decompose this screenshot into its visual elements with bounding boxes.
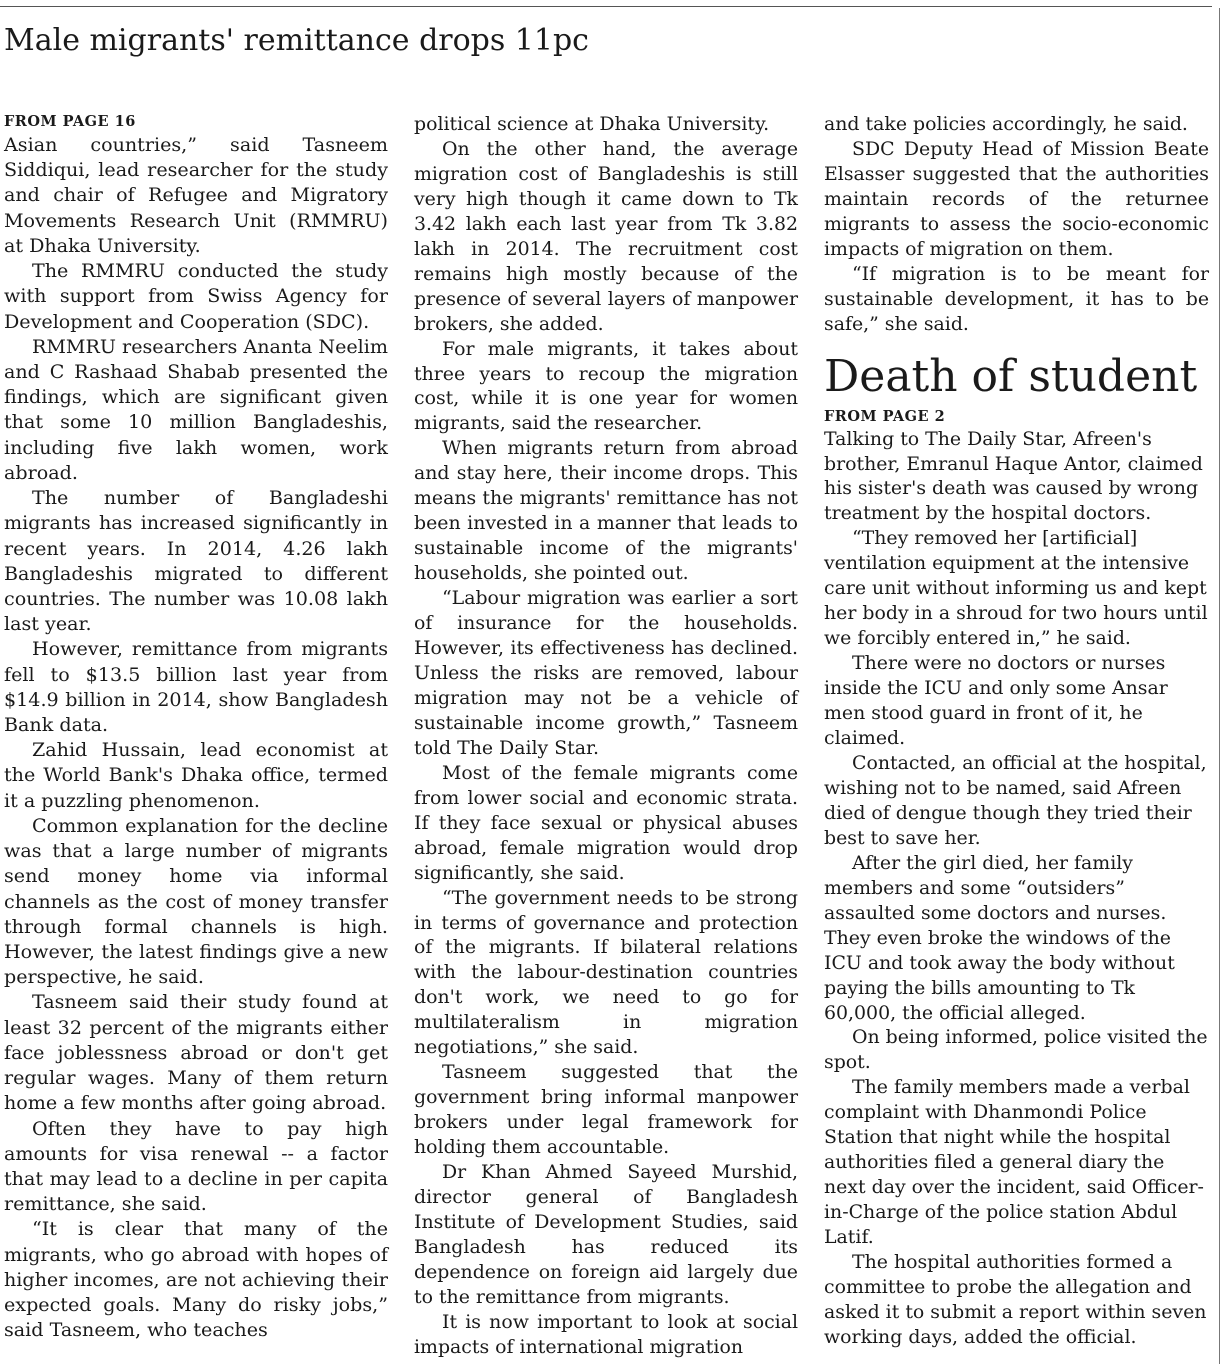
paragraph: The hospital authorities formed a committee to probe the allegation and asked it to submit a report within seven working days, added the official. xyxy=(824,1251,1207,1348)
paragraph: Most of the female migrants come from lower social and economic strata. If they face sexual or physical abuses abroad, female migration would drop significantly, she said. xyxy=(414,761,798,884)
paragraph: However, remittance from migrants fell to $13.5 billion last year from $14.9 billion in 2014, show Bangladesh Bank data. xyxy=(4,637,388,737)
top-rule xyxy=(0,6,1212,7)
paragraph: For male migrants, it takes about three years to recoup the migration cost, while it is one year for women migrants, said the researcher. xyxy=(414,337,798,435)
story2-headline: Death of student xyxy=(824,350,1198,402)
paragraph: Contacted, an official at the hospital, wishing not to be named, said Afreen died of dengue though they tried their best to save her. xyxy=(824,751,1207,849)
paragraph: Common explanation for the decline was that a large number of migrants send money home via informal channels as the cost of money transfer through formal channels is high. However, the latest findings give a new perspective, he said. xyxy=(4,813,388,989)
paragraph: political science at Dhaka University. xyxy=(414,113,770,135)
paragraph: On the other hand, the average migration cost of Bangladeshis is still very high though it came down to Tk 3.42 lakh each last year from Tk 3.82 lakh in 2014. The recruitment cost remains high mostly because of the presence of several layers of manpower brokers, she added. xyxy=(414,137,798,335)
story2-from-page-label: FROM PAGE 2 xyxy=(824,407,946,425)
paragraph: Talking to The Daily Star, Afreen's brother, Emranul Haque Antor, claimed his sister's death was caused by wrong treatment by the hospital doctors. xyxy=(824,427,1203,525)
paragraph: There were no doctors or nurses inside the ICU and only some Ansar men stood guard in front of it, he claimed. xyxy=(824,652,1168,750)
paragraph: The number of Bangladeshi migrants has increased significantly in recent years. In 2014, 4.26 lakh Bangladeshis migrated to different countries. The number was 10.08 lakh last year. xyxy=(4,486,388,636)
paragraph: It is now important to look at social impacts of international migration xyxy=(414,1310,798,1358)
paragraph: Dr Khan Ahmed Sayeed Murshid, director general of Bangladesh Institute of Development Studies, said Bangladesh has reduced its dependence on foreign aid largely due to the remittance from migrants. xyxy=(414,1161,798,1308)
paragraph: “If migration is to be meant for sustainable development, it has to be safe,” she said. xyxy=(824,262,1209,335)
paragraph: On being informed, police visited the spot. xyxy=(824,1026,1208,1074)
paragraph: Tasneem suggested that the government bring informal manpower brokers under legal framework for holding them accountable. xyxy=(414,1061,798,1159)
paragraph: and take policies accordingly, he said. xyxy=(824,113,1188,135)
column-1 xyxy=(4,112,388,1343)
paragraph: SDC Deputy Head of Mission Beate Elsasser suggested that the authorities maintain records of the returnee migrants to assess the socio-economic impacts of migration on them. xyxy=(824,137,1209,260)
paragraph: Tasneem said their study found at least 32 percent of the migrants either face joblessness abroad or don't get regular wages. Many of them return home a few months after going abroad. xyxy=(4,990,388,1115)
paragraph: “Labour migration was earlier a sort of insurance for the households. However, its effectiveness has declined. Unless the risks are removed, labour migration may not be a vehicle of sustainable income growth,” Tasneem told The Daily Star. xyxy=(414,587,798,759)
column-3 xyxy=(824,112,1209,1350)
paragraph: “The government needs to be strong in terms of governance and protection of the migrants. If bilateral relations with the labour-destination countries don't work, we need to go for multilateralism in migration negotiations,” she said. xyxy=(414,886,798,1059)
paragraph: After the girl died, her family members and some “outsiders” assaulted some doctors and nurses. They even broke the windows of the ICU and took away the body without paying the bills amounting to Tk 60,000, the official alleged. xyxy=(824,851,1175,1024)
from-page-label: FROM PAGE 16 xyxy=(4,113,136,130)
paragraph: Asian countries,” said Tasneem Siddiqui, lead researcher for the study and chair of Refugee and Migratory Movements Research Unit (RMMRU) at Dhaka University. xyxy=(4,133,388,257)
right-border xyxy=(1219,8,1220,1364)
column-2 xyxy=(414,112,798,1360)
paragraph: “It is clear that many of the migrants, who go abroad with hopes of higher incomes, are not achieving their expected goals. Many do risky jobs,” said Tasneem, who teaches xyxy=(4,1217,388,1342)
paragraph: The RMMRU conducted the study with support from Swiss Agency for Development and Cooperation (SDC). xyxy=(4,259,388,333)
story-death-of-student xyxy=(824,349,1209,1350)
headline: Male migrants' remittance drops 11pc xyxy=(4,23,589,58)
paragraph: Zahid Hussain, lead economist at the World Bank's Dhaka office, termed it a puzzling phenomenon. xyxy=(4,738,388,812)
paragraph: “They removed her [artificial] ventilation equipment at the intensive care unit without informing us and kept her body in a shroud for two hours until we forcibly entered in,” he said. xyxy=(824,527,1208,650)
paragraph: The family members made a verbal complaint with Dhanmondi Police Station that night while the hospital authorities filed a general diary the next day over the incident, said Officer-in-Charge of the police station Abdul Latif. xyxy=(824,1076,1204,1249)
paragraph: Often they have to pay high amounts for visa renewal -- a factor that may lead to a decline in per capita remittance, she said. xyxy=(4,1116,388,1216)
paragraph: RMMRU researchers Ananta Neelim and C Rashaad Shabab presented the findings, which are significant given that some 10 million Bangladeshis, including five lakh women, work abroad. xyxy=(4,334,388,484)
paragraph: When migrants return from abroad and stay here, their income drops. This means the migrants' remittance has not been invested in a manner that leads to sustainable income of the migrants' households, she pointed out. xyxy=(414,437,798,585)
